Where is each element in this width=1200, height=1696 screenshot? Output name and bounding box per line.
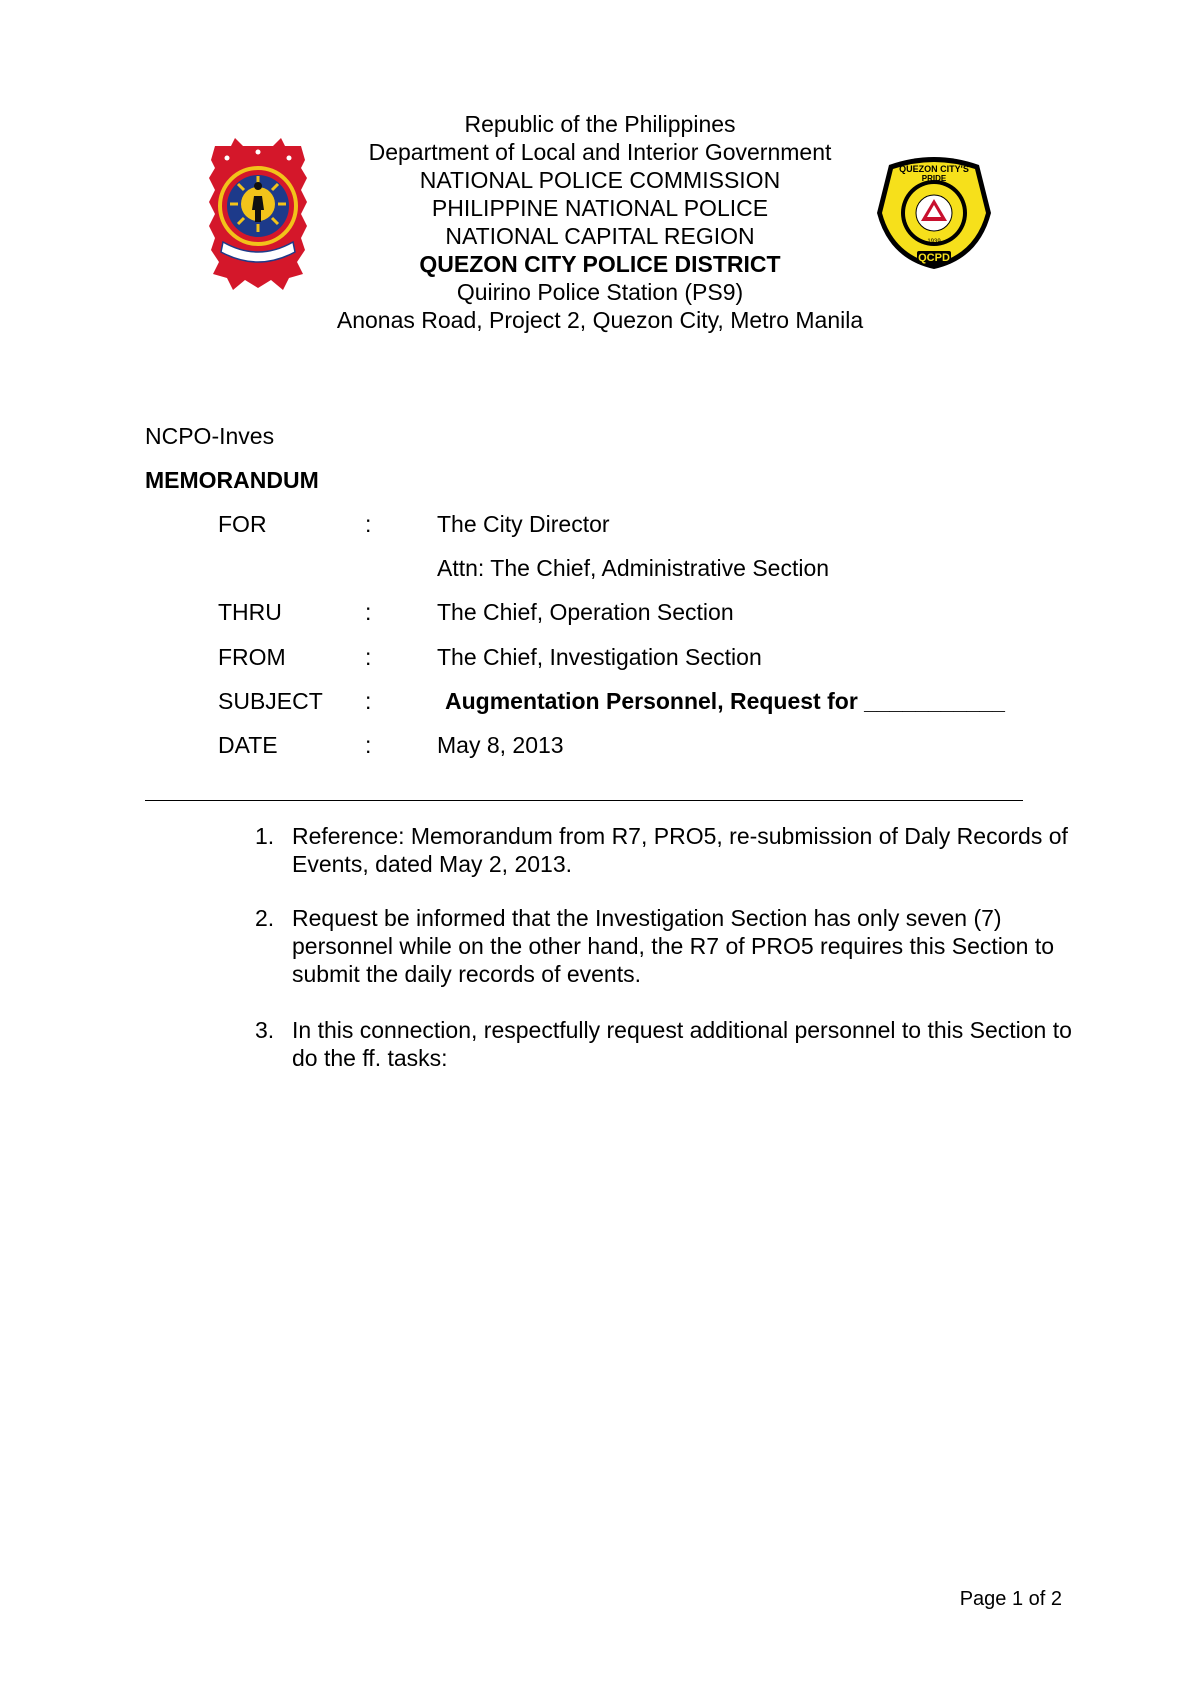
field-colon: : (365, 644, 372, 670)
svg-text:1939: 1939 (927, 239, 941, 245)
field-value: The Chief, Investigation Section (437, 644, 762, 670)
paragraph-number: 2. (255, 905, 275, 931)
paragraph-number: 3. (255, 1017, 275, 1043)
field-value: The City Director (437, 511, 610, 537)
page-number: Page 1 of 2 (959, 1588, 1062, 1610)
field-colon: : (365, 511, 372, 537)
paragraph-text: Request be informed that the Investigation Section has only seven (7) personnel while on the other hand, the R7 of PRO5 requires this Section to submit the daily records of events. (292, 905, 1055, 987)
field-value: May 8, 2013 (437, 732, 564, 758)
field-label: DATE (218, 732, 278, 758)
field-label: SUBJECT (218, 688, 323, 714)
field-colon: : (365, 732, 372, 758)
paragraph-text: Reference: Memorandum from R7, PRO5, re-submission of Daly Records of Events, dated May 2, 2013. (292, 823, 1068, 877)
qcpd-badge-icon (875, 155, 993, 271)
header-napolcom: NATIONAL POLICE COMMISSION (419, 167, 781, 193)
field-value: The Chief, Operation Section (437, 599, 734, 625)
field-label: FROM (218, 644, 286, 670)
header-address: Anonas Road, Project 2, Quezon City, Metro Manila (336, 307, 864, 333)
reference-code: NCPO-Inves (145, 423, 275, 449)
svg-text:PRIDE: PRIDE (921, 174, 947, 183)
field-colon: : (365, 599, 372, 625)
separator-rule (145, 800, 1023, 801)
field-label: THRU (218, 599, 282, 625)
field-colon: : (365, 688, 372, 714)
header-pnp: PHILIPPINE NATIONAL POLICE (431, 195, 769, 221)
svg-text:QCPD: QCPD (918, 252, 950, 264)
field-value: Augmentation Personnel, Request for ___________ (445, 688, 1005, 714)
paragraph-number: 1. (255, 823, 275, 849)
svg-text:QUEZON CITY'S: QUEZON CITY'S (899, 164, 969, 174)
header-ncr: NATIONAL CAPITAL REGION (445, 223, 755, 249)
field-value: Attn: The Chief, Administrative Section (437, 555, 830, 581)
header-republic: Republic of the Philippines (464, 111, 736, 137)
header-district: QUEZON CITY POLICE DISTRICT (419, 251, 781, 277)
header-station: Quirino Police Station (PS9) (456, 279, 744, 305)
memorandum-title: MEMORANDUM (145, 467, 319, 493)
paragraph-text: In this connection, respectfully request additional personnel to this Section to do the ff. tasks: (292, 1017, 1072, 1071)
header-department: Department of Local and Interior Government (368, 139, 832, 165)
field-label: FOR (218, 511, 267, 537)
